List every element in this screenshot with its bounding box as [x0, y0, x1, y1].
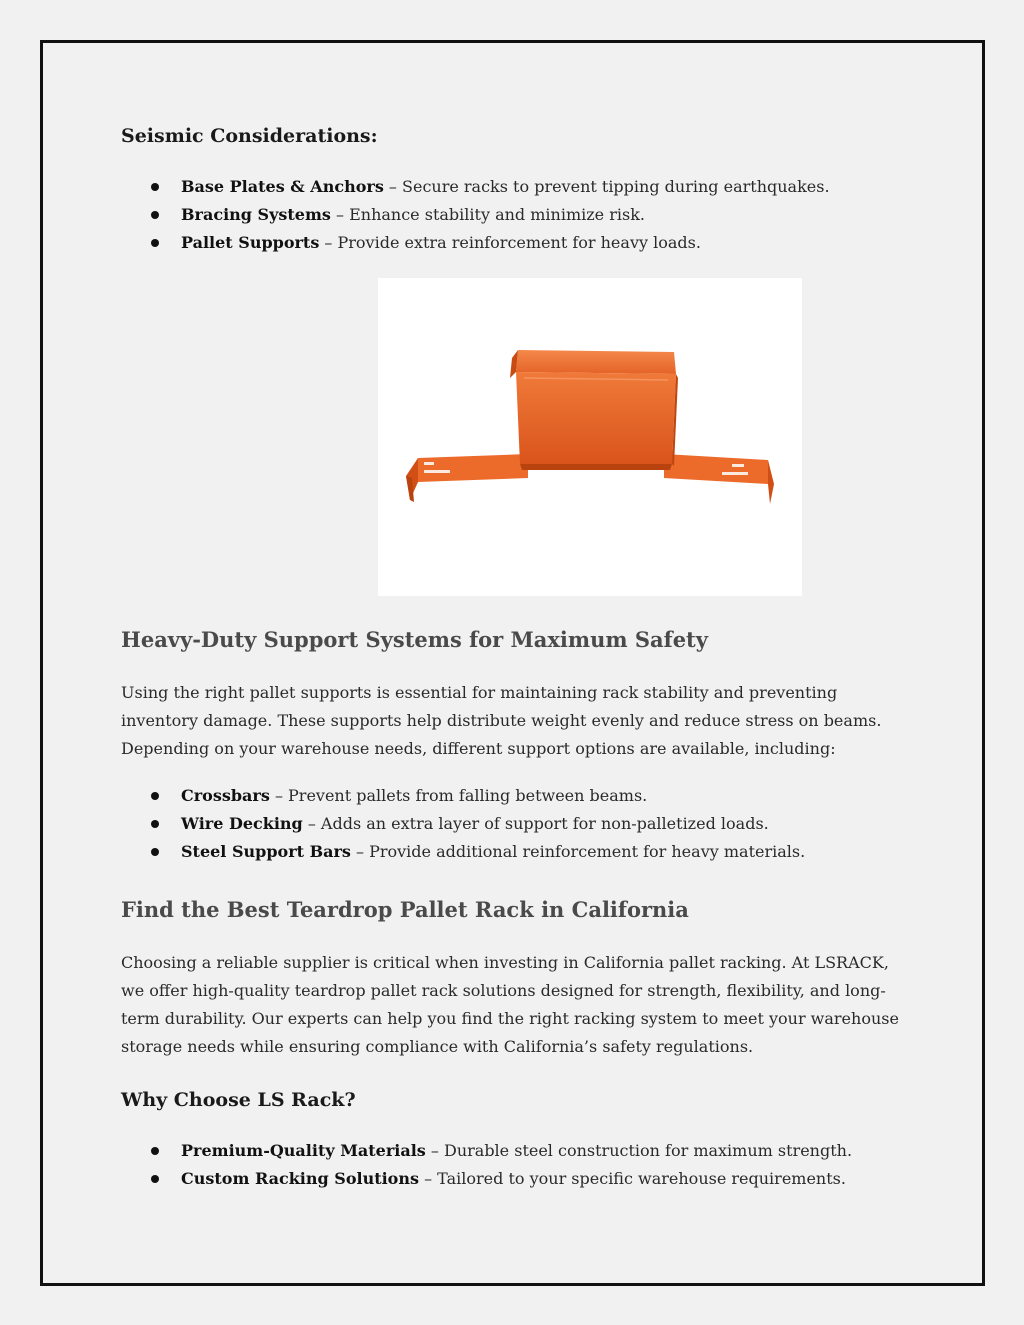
find-best-paragraph: Choosing a reliable supplier is critical when investing in California pallet racking. At LSRACK, we offer high-quality teardrop pallet rack solutions designed for strength, flexibility, and long-term durability. Our experts can help you find the right racking system to meet your warehouse storage needs while ensuring compliance with California’s safety regulations. [121, 953, 899, 1056]
pallet-support-image [378, 278, 802, 596]
list-item-term: Bracing Systems [181, 205, 331, 224]
list-item-desc: – Durable steel construction for maximum strength. [430, 1141, 853, 1160]
box-front [516, 372, 676, 464]
list-item-desc: – Provide extra reinforcement for heavy loads. [324, 233, 701, 252]
list-item-desc: – Tailored to your specific warehouse requirements. [424, 1169, 846, 1188]
find-best-heading: Find the Best Teardrop Pallet Rack in California [121, 897, 689, 922]
list-item [151, 229, 830, 257]
right-flange-lip [768, 460, 774, 504]
page-frame [40, 40, 985, 1286]
why-choose-list [151, 1137, 852, 1193]
list-item-term: Pallet Supports [181, 233, 320, 252]
list-item-desc: – Provide additional reinforcement for heavy materials. [356, 842, 806, 861]
list-item-term: Premium-Quality Materials [181, 1141, 426, 1160]
list-item [151, 838, 805, 866]
list-item-term: Crossbars [181, 786, 270, 805]
pallet-support-bracket-illustration [378, 278, 802, 596]
seismic-list [151, 173, 830, 257]
heavy-duty-paragraph: Using the right pallet supports is essential for maintaining rack stability and preventing inventory damage. These supports help distribute weight evenly and reduce stress on beams. Depending on your warehouse needs, different support options are available, including: [121, 683, 882, 758]
list-item-desc: – Adds an extra layer of support for non-palletized loads. [307, 814, 769, 833]
seismic-heading: Seismic Considerations: [121, 125, 378, 147]
box-top [516, 350, 676, 374]
list-item [151, 1137, 852, 1165]
list-item-desc: – Secure racks to prevent tipping during earthquakes. [388, 177, 830, 196]
list-item-term: Wire Decking [181, 814, 303, 833]
list-item-term: Custom Racking Solutions [181, 1169, 419, 1188]
list-item [151, 782, 805, 810]
right-flange [664, 454, 768, 484]
list-item-desc: – Prevent pallets from falling between beams. [274, 786, 648, 805]
list-item [151, 201, 830, 229]
heavy-duty-heading: Heavy-Duty Support Systems for Maximum Safety [121, 627, 708, 652]
why-choose-heading: Why Choose LS Rack? [121, 1089, 356, 1111]
list-item [151, 1165, 852, 1193]
list-item-term: Base Plates & Anchors [181, 177, 384, 196]
list-item-term: Steel Support Bars [181, 842, 351, 861]
heavy-duty-list [151, 782, 805, 866]
list-item [151, 173, 830, 201]
list-item [151, 810, 805, 838]
left-flange [418, 454, 528, 482]
list-item-desc: – Enhance stability and minimize risk. [336, 205, 645, 224]
